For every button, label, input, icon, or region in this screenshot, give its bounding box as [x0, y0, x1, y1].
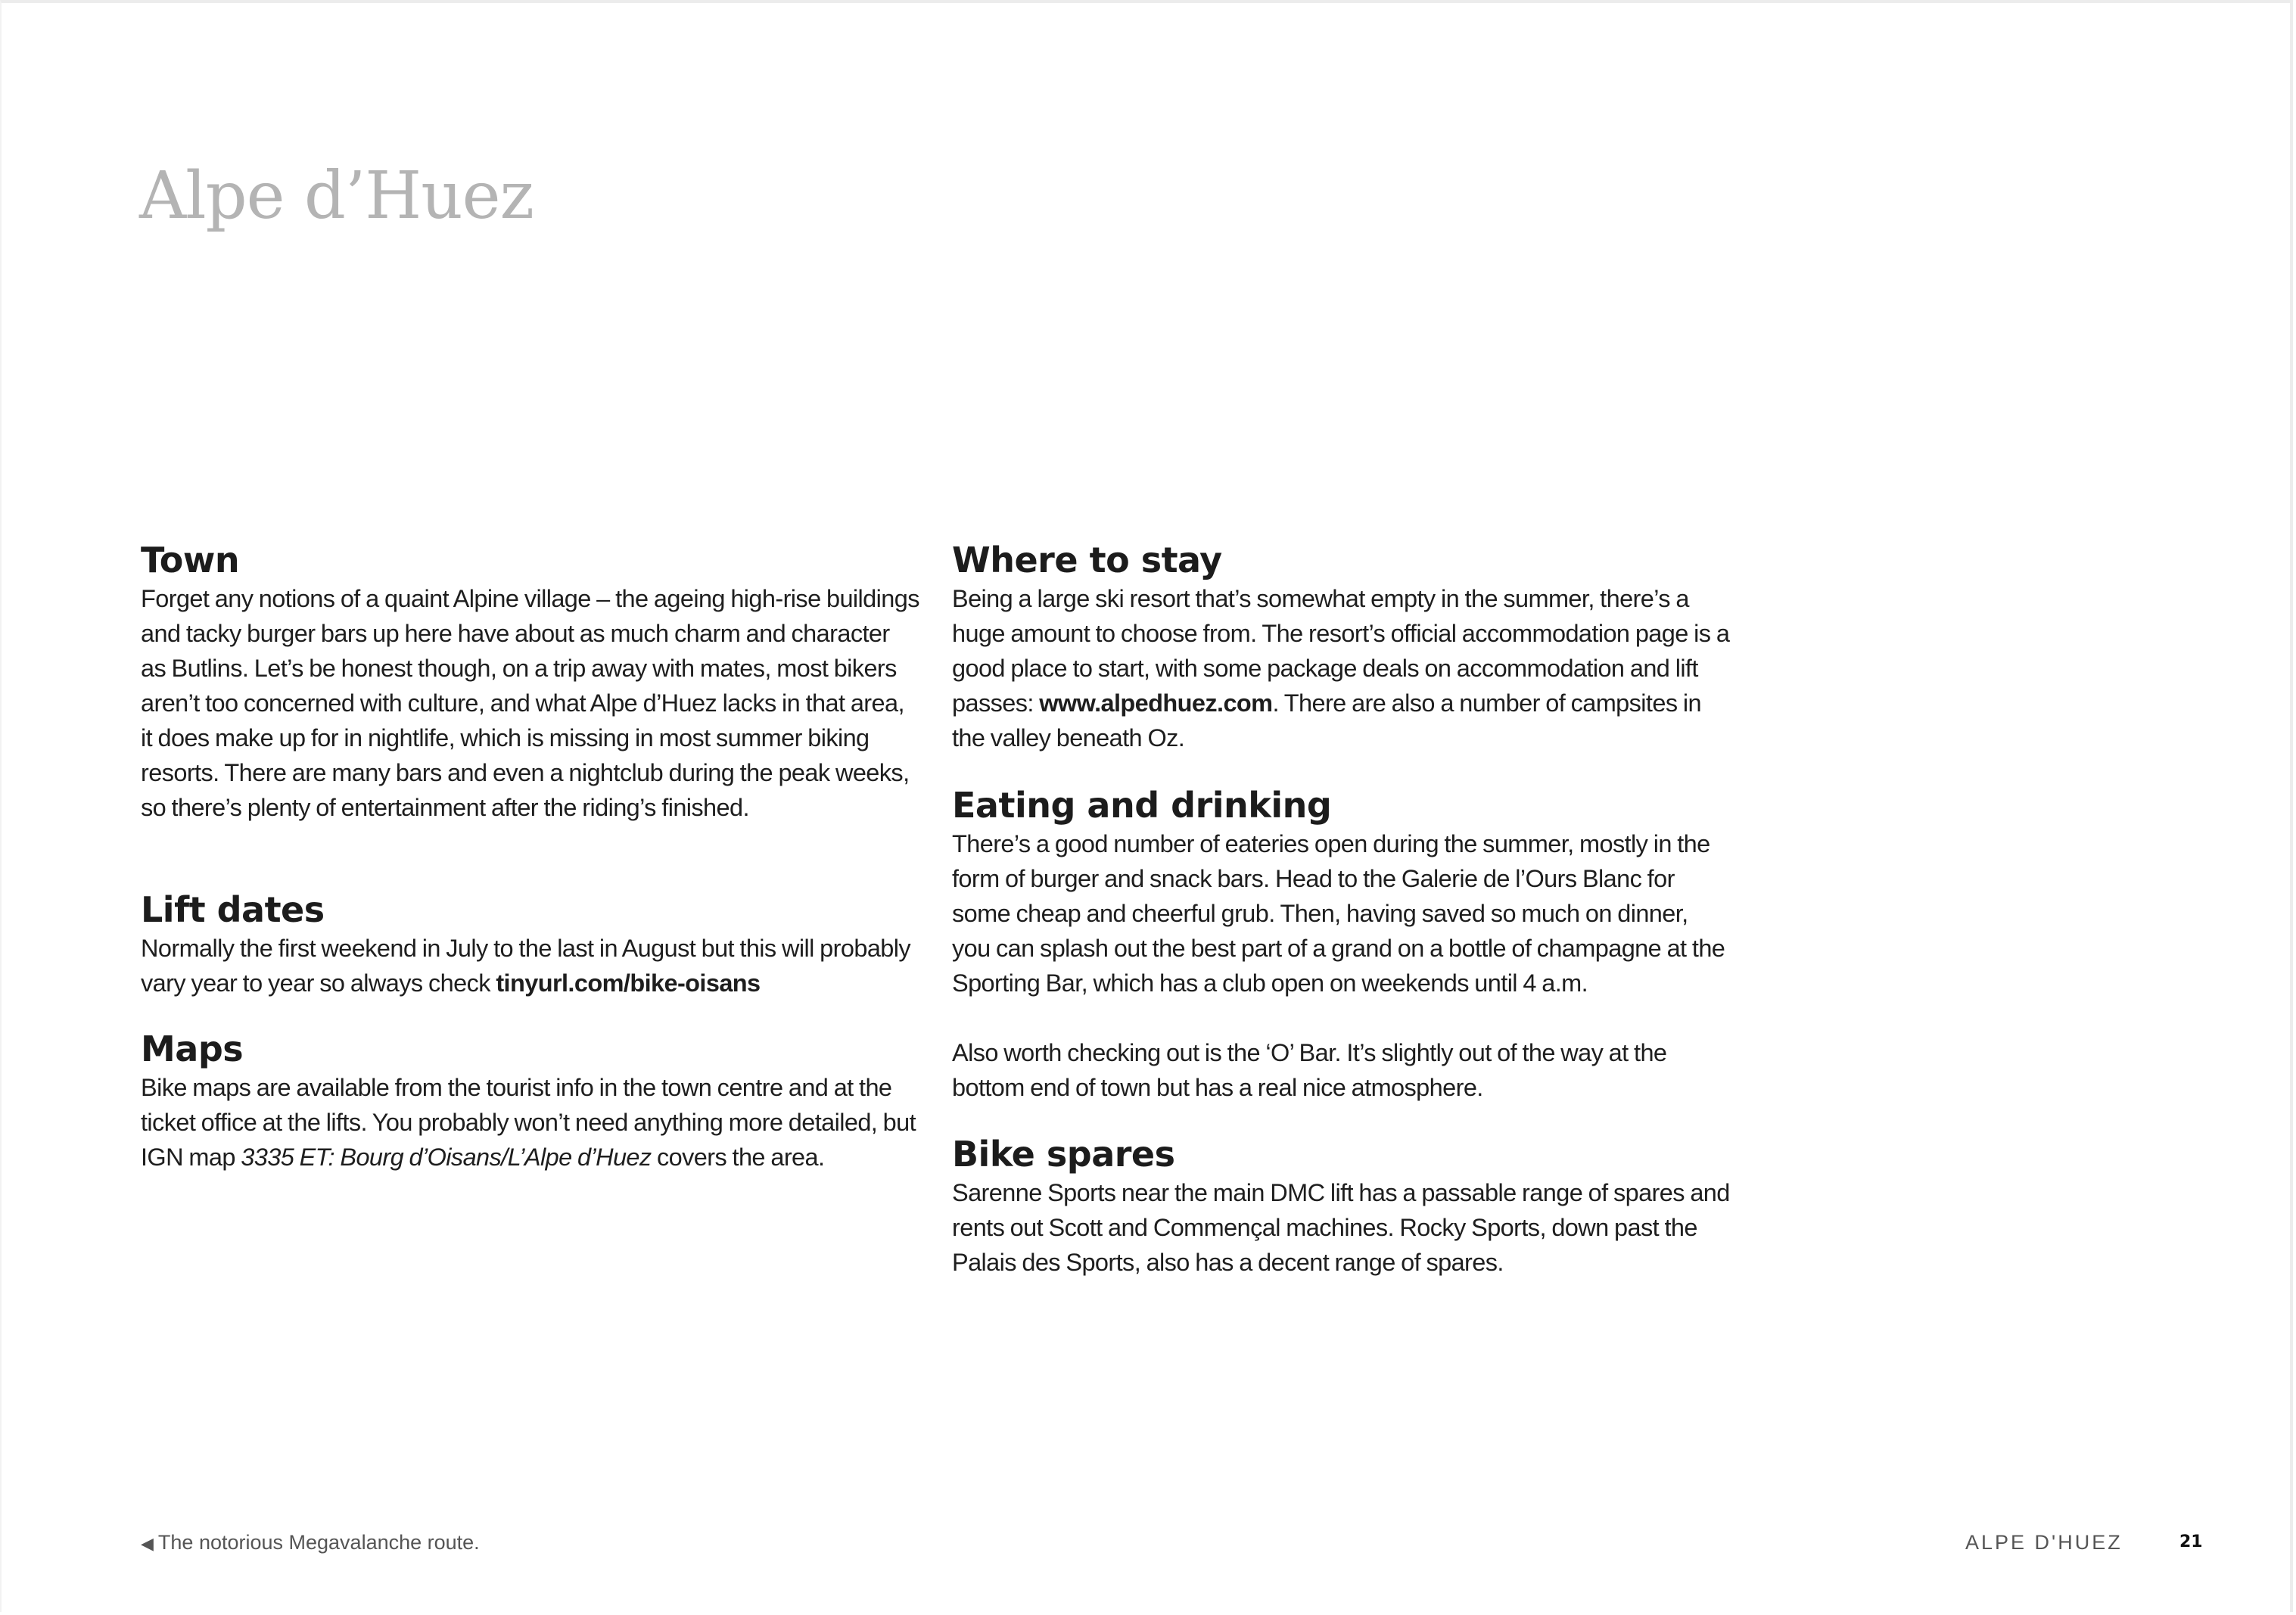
page-number: 21	[2179, 1533, 2203, 1551]
section-body	[952, 581, 1731, 755]
caption-text: The notorious Megavalanche route.	[157, 1531, 480, 1554]
body-text: Being a large ski resort that’s somewhat empty in the summer, there’s a huge amount to choose from. The resort’s official accommodation page is a good place to start, with some package deals on accommodation and lift passes:	[952, 585, 1730, 717]
tinyurl-link[interactable]: tinyurl.com/bike-oisans	[496, 969, 761, 997]
photo-caption	[141, 1529, 480, 1557]
section-heading: Maps	[141, 1028, 244, 1069]
section-bike-spares	[952, 1133, 1731, 1280]
section-body	[141, 931, 920, 1000]
body-text: covers the area.	[651, 1144, 825, 1171]
section-eating-and-drinking	[952, 784, 1731, 1105]
page-title: Alpe d’Huez	[139, 158, 534, 234]
section-body: There’s a good number of eateries open during the summer, mostly in the form of burger and snack bars. Head to the Galerie de l’Ours Blanc for some cheap and cheerful grub. Then, having saved so much on dinner, you can splash out the best part of a grand on a bottle of champagne at the Sporting Bar, which has a club open on weekends until 4 a.m.	[952, 830, 1725, 997]
section-heading: Bike spares	[952, 1134, 1175, 1175]
section-maps	[141, 1028, 920, 1175]
section-heading: Lift dates	[141, 889, 325, 930]
section-where-to-stay	[952, 539, 1731, 755]
section-body: Also worth checking out is the ‘O’ Bar. It’s slightly out of the way at the bottom end of town but has a real nice atmosphere.	[952, 1039, 1667, 1101]
running-head: ALPE D'HUEZ	[1965, 1531, 2123, 1554]
left-triangle-icon: ◀	[141, 1534, 154, 1553]
section-body: Sarenne Sports near the main DMC lift has a passable range of spares and rents out Scott and Commençal machines. Rocky Sports, down past the Palais des Sports, also has a decent range of spares.	[952, 1179, 1730, 1276]
section-heading: Town	[141, 540, 240, 580]
alpedhuez-link[interactable]: www.alpedhuez.com	[1039, 689, 1273, 717]
section-heading: Eating and drinking	[952, 785, 1332, 826]
body-text: Normally the first weekend in July to the last in August but this will probably vary year to year so always check	[141, 935, 911, 997]
body-text: . There are also a number of campsites in the valley beneath Oz.	[952, 689, 1702, 751]
body-text: Bike maps are available from the tourist info in the town centre and at the ticket office at the lifts. You probably won’t need anything more detailed, but IGN map	[141, 1074, 916, 1171]
section-body: Forget any notions of a quaint Alpine village – the ageing high-rise buildings and tacky burger bars up here have about as much charm and character as Butlins. Let’s be honest though, on a trip away with mates, most bikers aren’t too concerned with culture, and what Alpe d’Huez lacks in that area, it does make up for in nightlife, which is missing in most summer biking resorts. There are many bars and even a nightclub during the peak weeks, so there’s plenty of entertainment after the riding’s finished.	[141, 585, 919, 821]
section-town	[141, 539, 920, 825]
map-title: 3335 ET: Bourg d’Oisans/L’Alpe d’Huez	[241, 1144, 652, 1171]
section-body	[141, 1070, 920, 1175]
section-heading: Where to stay	[952, 540, 1222, 580]
section-lift-dates	[141, 888, 920, 1000]
